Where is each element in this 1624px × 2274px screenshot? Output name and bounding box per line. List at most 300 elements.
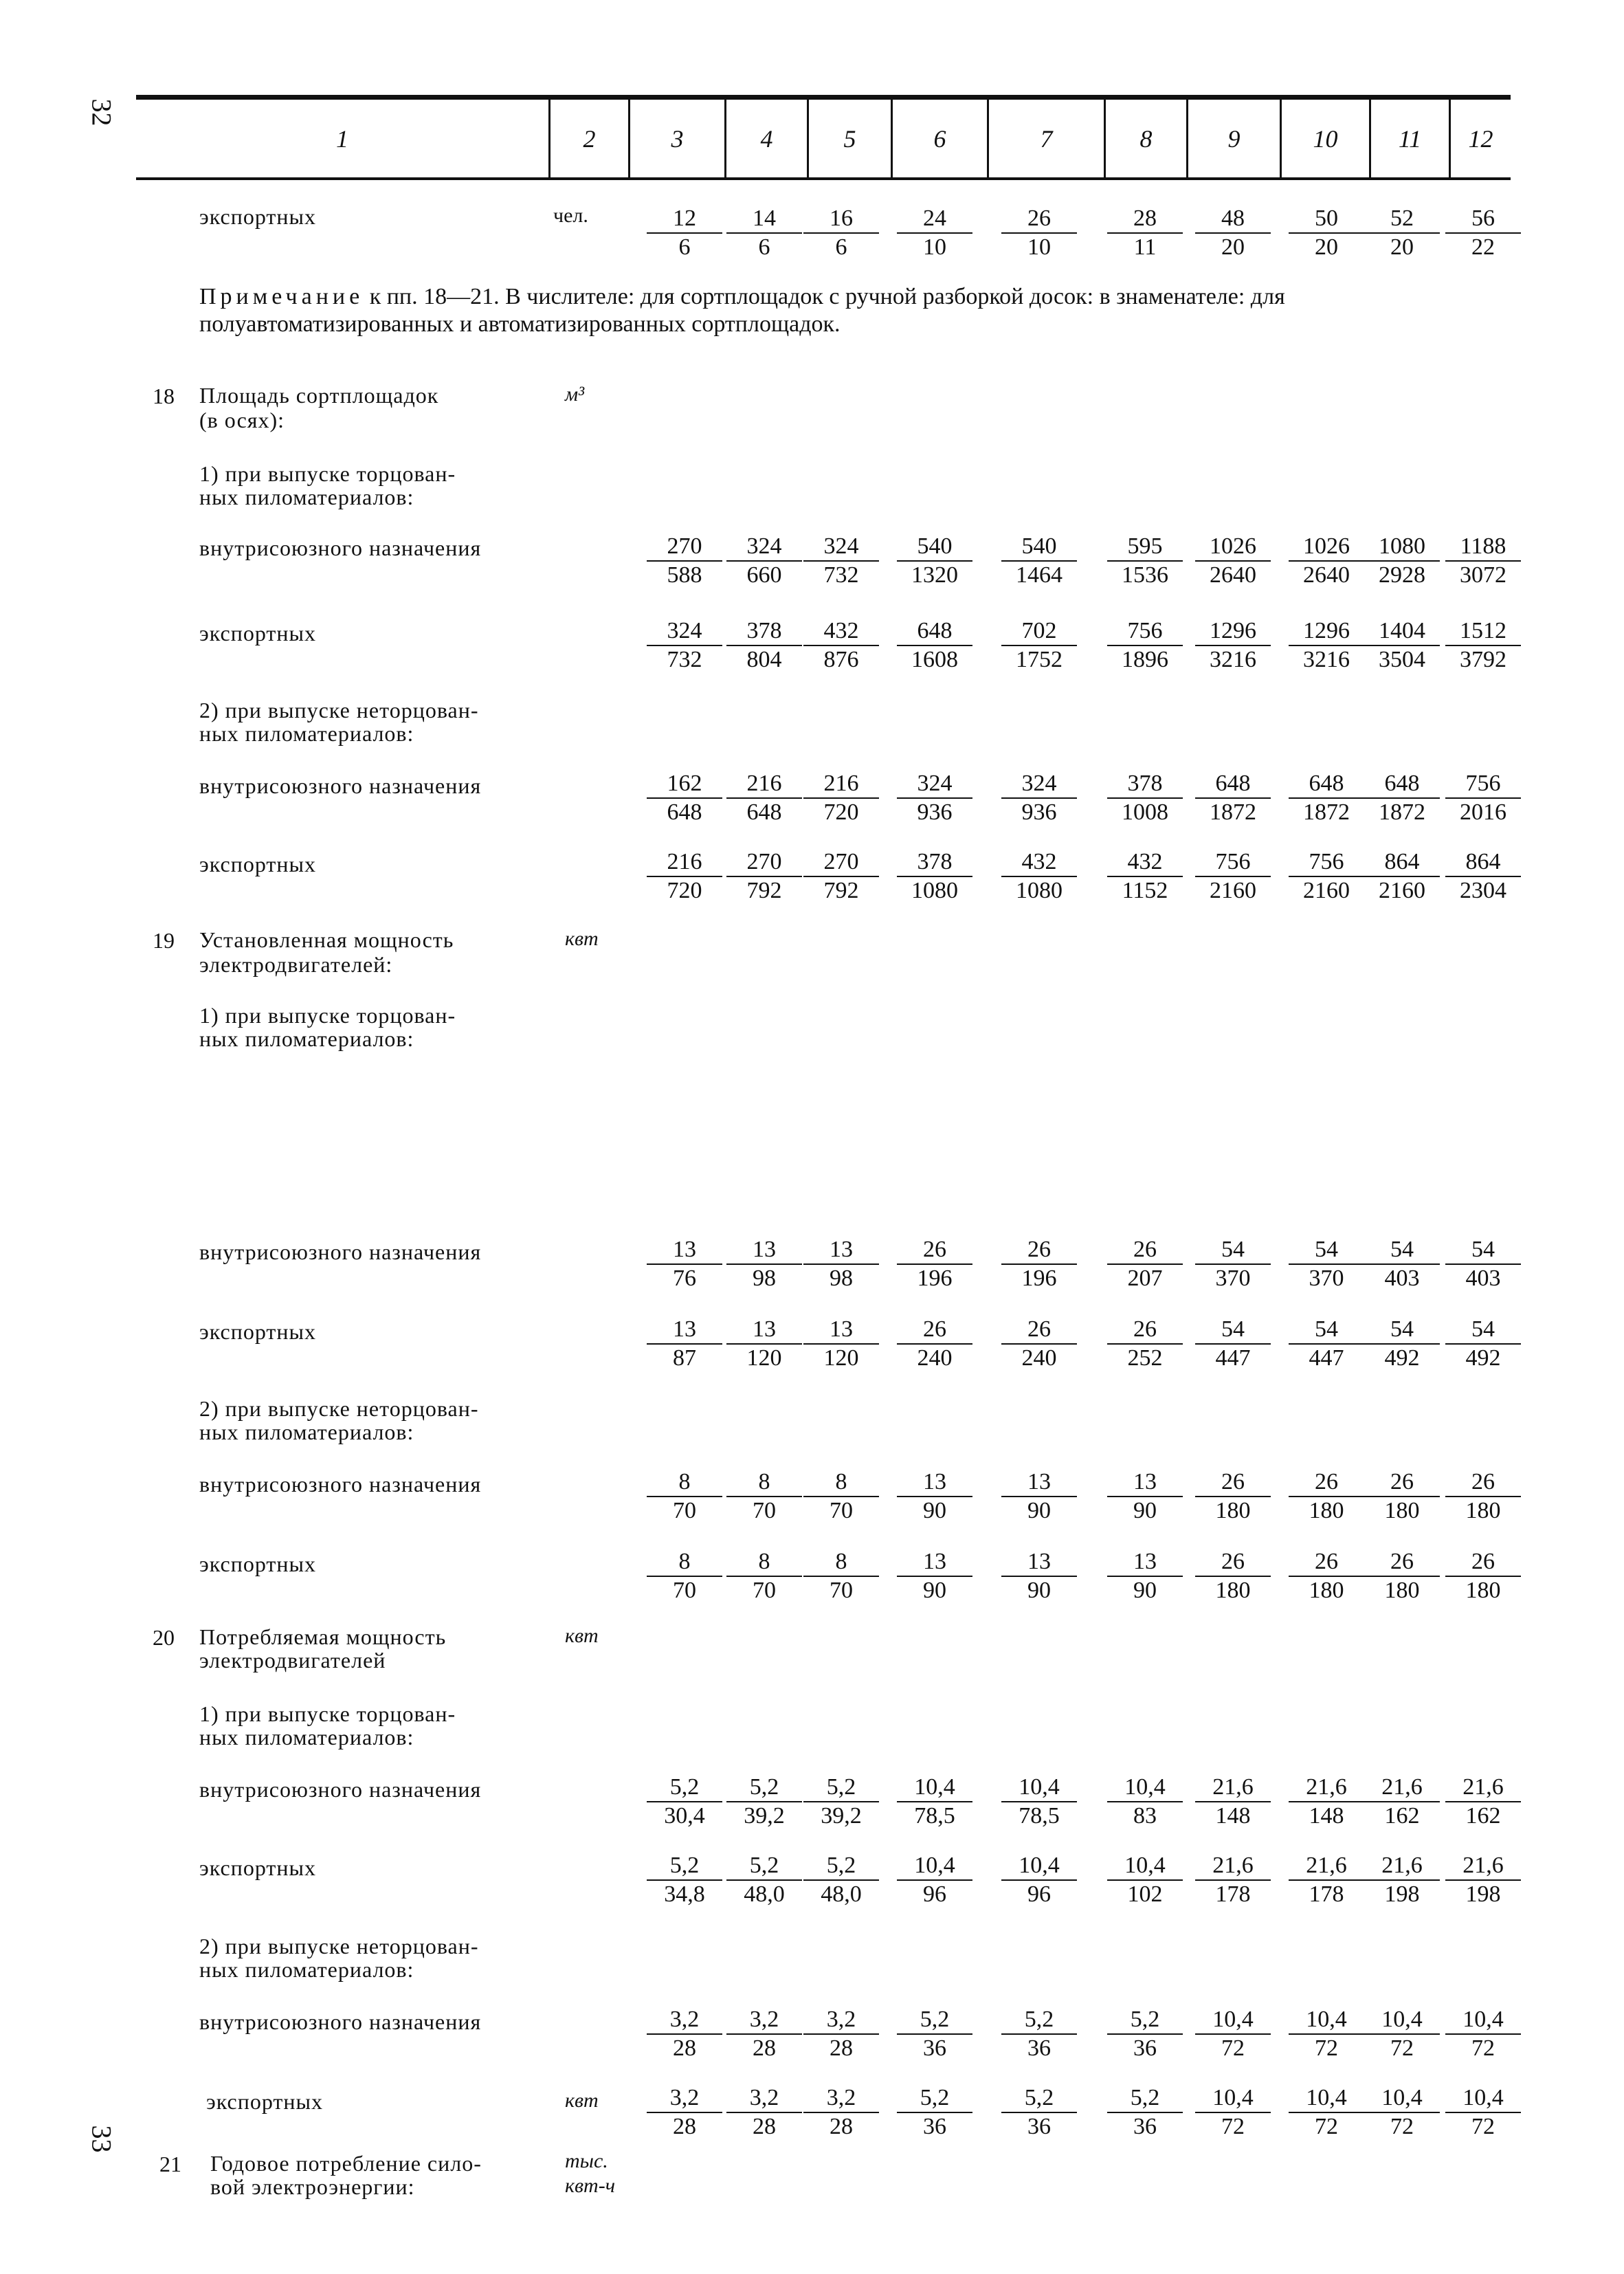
fraction-cell — [726, 770, 802, 826]
col-header-5: 5 — [807, 100, 891, 177]
denominator: 28 — [753, 2035, 776, 2061]
col-header-3: 3 — [628, 100, 724, 177]
denominator: 207 — [1127, 1266, 1163, 1291]
fraction-cell — [1445, 1236, 1521, 1292]
denominator: 447 — [1215, 1345, 1251, 1371]
sub-tor-19-b: ных пиломатериалов: — [199, 1026, 414, 1051]
denominator: 370 — [1309, 1266, 1344, 1291]
numerator: 1296 — [1195, 617, 1271, 646]
numerator: 21,6 — [1445, 1852, 1521, 1881]
denominator: 720 — [823, 799, 859, 825]
denominator: 30,4 — [664, 1803, 705, 1829]
sub-netor-19-b: ных пиломатериалов: — [199, 1420, 414, 1444]
row-label-exportnyh-0: экспортных — [199, 204, 316, 229]
numerator: 270 — [803, 848, 879, 877]
numerator: 13 — [1107, 1548, 1183, 1577]
numerator: 21,6 — [1364, 1774, 1440, 1802]
numerator: 8 — [803, 1468, 879, 1497]
numerator: 26 — [1364, 1548, 1440, 1577]
denominator: 3072 — [1460, 562, 1506, 588]
numerator: 5,2 — [803, 1852, 879, 1881]
row-label-export-20b: экспортных — [199, 1855, 316, 1880]
numerator: 21,6 — [1289, 1852, 1364, 1881]
fraction-cell — [897, 205, 972, 261]
col-header-9: 9 — [1186, 100, 1280, 177]
numerator: 56 — [1445, 205, 1521, 234]
denominator: 22 — [1471, 234, 1495, 260]
fraction-cell — [897, 1852, 972, 1908]
table-header — [136, 95, 1511, 180]
denominator: 90 — [1133, 1498, 1157, 1523]
numerator: 5,2 — [897, 2084, 972, 2113]
numerator: 21,6 — [1445, 1774, 1521, 1802]
fraction-cell — [1364, 1548, 1440, 1604]
fraction-cell — [803, 2006, 879, 2062]
numerator: 432 — [803, 617, 879, 646]
numerator: 648 — [897, 617, 972, 646]
section-title-21b: вой электроэнергии: — [210, 2174, 415, 2199]
denominator: 78,5 — [914, 1803, 955, 1829]
numerator: 324 — [1001, 770, 1077, 799]
fraction-cell — [1445, 1548, 1521, 1604]
numerator: 16 — [803, 205, 879, 234]
unit-kvt-20d: квт — [565, 2089, 599, 2112]
denominator: 28 — [753, 2114, 776, 2139]
fraction-cell — [1001, 205, 1077, 261]
denominator: 36 — [1133, 2114, 1157, 2139]
numerator: 26 — [1107, 1236, 1183, 1265]
denominator: 2016 — [1460, 799, 1506, 825]
fraction-cell — [1195, 770, 1271, 826]
denominator: 370 — [1215, 1266, 1251, 1291]
numerator: 10,4 — [1001, 1852, 1077, 1881]
unit-tys: тыс. — [565, 2150, 608, 2172]
denominator: 2160 — [1303, 878, 1350, 903]
denominator: 240 — [1021, 1345, 1057, 1371]
fraction-cell — [1289, 848, 1364, 905]
fraction-cell — [1364, 617, 1440, 674]
denominator: 120 — [823, 1345, 859, 1371]
row-label-vnutr-20c: внутрисоюзного назначения — [199, 2009, 482, 2034]
fraction-cell — [897, 533, 972, 589]
numerator: 756 — [1107, 617, 1183, 646]
unit-kvtch: квт-ч — [565, 2174, 616, 2197]
denominator: 732 — [823, 562, 859, 588]
fraction-cell — [726, 205, 802, 261]
fraction-cell — [1445, 1316, 1521, 1372]
denominator: 36 — [1027, 2035, 1051, 2061]
fraction-cell — [1445, 1774, 1521, 1830]
numerator: 324 — [726, 533, 802, 562]
fraction-cell — [897, 1774, 972, 1830]
numerator: 5,2 — [647, 1852, 722, 1881]
denominator: 96 — [923, 1881, 946, 1907]
denominator: 648 — [746, 799, 782, 825]
fraction-cell — [647, 617, 722, 674]
fraction-cell — [1445, 1468, 1521, 1525]
denominator: 1080 — [911, 878, 958, 903]
fraction-cell — [647, 770, 722, 826]
fraction-cell — [1364, 1774, 1440, 1830]
denominator: 720 — [667, 878, 702, 903]
denominator: 1752 — [1016, 647, 1063, 672]
fraction-cell — [1364, 1468, 1440, 1525]
fraction-cell — [897, 1236, 972, 1292]
fraction-cell — [1289, 1316, 1364, 1372]
section-title-18a: Площадь сортплощадок — [199, 383, 439, 408]
numerator: 13 — [803, 1316, 879, 1345]
fraction-cell — [1107, 1548, 1183, 1604]
numerator: 5,2 — [1001, 2084, 1077, 2113]
fraction-cell — [1195, 1774, 1271, 1830]
numerator: 10,4 — [1364, 2006, 1440, 2035]
numerator: 216 — [647, 848, 722, 877]
numerator: 5,2 — [803, 1774, 879, 1802]
denominator: 180 — [1309, 1578, 1344, 1603]
denominator: 648 — [667, 799, 702, 825]
denominator: 732 — [667, 647, 702, 672]
numerator: 54 — [1364, 1236, 1440, 1265]
numerator: 13 — [897, 1548, 972, 1577]
denominator: 936 — [1021, 799, 1057, 825]
table-note — [199, 283, 1505, 338]
section-number-21: 21 — [159, 2152, 181, 2176]
numerator: 54 — [1364, 1316, 1440, 1345]
sub-netor-18-b: ных пиломатериалов: — [199, 721, 414, 746]
fraction-cell — [1107, 2084, 1183, 2141]
numerator: 10,4 — [1195, 2006, 1271, 2035]
sub-netor-20-a: 2) при выпуске неторцован- — [199, 1934, 479, 1958]
denominator: 252 — [1127, 1345, 1163, 1371]
fraction-cell — [1195, 617, 1271, 674]
sub-tor-18-a: 1) при выпуске торцован- — [199, 461, 456, 486]
fraction-cell — [1195, 205, 1271, 261]
numerator: 1188 — [1445, 533, 1521, 562]
denominator: 76 — [673, 1266, 696, 1291]
fraction-cell — [1364, 1852, 1440, 1908]
denominator: 98 — [830, 1266, 853, 1291]
numerator: 1296 — [1289, 617, 1364, 646]
denominator: 180 — [1309, 1498, 1344, 1523]
fraction-cell — [726, 1774, 802, 1830]
numerator: 10,4 — [1107, 1774, 1183, 1802]
fraction-cell — [1195, 848, 1271, 905]
denominator: 1008 — [1122, 799, 1168, 825]
denominator: 90 — [1027, 1578, 1051, 1603]
fraction-cell — [803, 1316, 879, 1372]
denominator: 72 — [1390, 2035, 1414, 2061]
numerator: 12 — [647, 205, 722, 234]
numerator: 54 — [1289, 1316, 1364, 1345]
numerator: 48 — [1195, 205, 1271, 234]
fraction-cell — [647, 533, 722, 589]
numerator: 26 — [1445, 1548, 1521, 1577]
numerator: 10,4 — [1001, 1774, 1077, 1802]
numerator: 3,2 — [803, 2084, 879, 2113]
fraction-cell — [1107, 1774, 1183, 1830]
numerator: 864 — [1445, 848, 1521, 877]
numerator: 54 — [1289, 1236, 1364, 1265]
denominator: 180 — [1384, 1578, 1420, 1603]
numerator: 1404 — [1364, 617, 1440, 646]
row-label-vnutr-18c: внутрисоюзного назначения — [199, 773, 482, 798]
denominator: 196 — [917, 1266, 953, 1291]
fraction-cell — [647, 1548, 722, 1604]
denominator: 180 — [1384, 1498, 1420, 1523]
numerator: 756 — [1289, 848, 1364, 877]
numerator: 21,6 — [1364, 1852, 1440, 1881]
denominator: 2928 — [1379, 562, 1425, 588]
numerator: 756 — [1445, 770, 1521, 799]
fraction-cell — [647, 848, 722, 905]
fraction-cell — [726, 533, 802, 589]
numerator: 324 — [897, 770, 972, 799]
denominator: 87 — [673, 1345, 696, 1371]
numerator: 26 — [1445, 1468, 1521, 1497]
fraction-cell — [1364, 205, 1440, 261]
denominator: 178 — [1309, 1881, 1344, 1907]
fraction-cell — [1364, 770, 1440, 826]
fraction-cell — [897, 1316, 972, 1372]
numerator: 26 — [1001, 1316, 1077, 1345]
denominator: 2160 — [1210, 878, 1256, 903]
denominator: 70 — [673, 1498, 696, 1523]
numerator: 3,2 — [803, 2006, 879, 2035]
denominator: 48,0 — [744, 1881, 785, 1907]
fraction-cell — [1001, 533, 1077, 589]
col-header-8: 8 — [1104, 100, 1186, 177]
fraction-cell — [1289, 617, 1364, 674]
numerator: 1512 — [1445, 617, 1521, 646]
numerator: 648 — [1364, 770, 1440, 799]
denominator: 588 — [667, 562, 702, 588]
denominator: 28 — [673, 2035, 696, 2061]
numerator: 5,2 — [647, 1774, 722, 1802]
fraction-cell — [726, 2084, 802, 2141]
numerator: 1080 — [1364, 533, 1440, 562]
numerator: 52 — [1364, 205, 1440, 234]
numerator: 5,2 — [726, 1852, 802, 1881]
fraction-cell — [1364, 2084, 1440, 2141]
numerator: 10,4 — [897, 1852, 972, 1881]
fraction-cell — [726, 1548, 802, 1604]
denominator: 1872 — [1303, 799, 1350, 825]
section-title-20a: Потребляемая мощность — [199, 1624, 447, 1649]
fraction-cell — [803, 770, 879, 826]
denominator: 403 — [1465, 1266, 1501, 1291]
numerator: 216 — [726, 770, 802, 799]
denominator: 72 — [1315, 2035, 1338, 2061]
fraction-cell — [1107, 1236, 1183, 1292]
fraction-cell — [1001, 1852, 1077, 1908]
numerator: 28 — [1107, 205, 1183, 234]
numerator: 864 — [1364, 848, 1440, 877]
unit-kvt-19: квт — [565, 927, 599, 950]
fraction-cell — [1289, 1236, 1364, 1292]
numerator: 432 — [1107, 848, 1183, 877]
denominator: 792 — [746, 878, 782, 903]
sub-netor-20-b: ных пиломатериалов: — [199, 1957, 414, 1982]
row-label-export-18b: экспортных — [199, 621, 316, 645]
denominator: 2640 — [1210, 562, 1256, 588]
fraction-cell — [1195, 1468, 1271, 1525]
denominator: 6 — [678, 234, 691, 260]
denominator: 20 — [1221, 234, 1245, 260]
numerator: 756 — [1195, 848, 1271, 877]
fraction-cell — [1445, 533, 1521, 589]
col-header-4: 4 — [724, 100, 807, 177]
denominator: 804 — [746, 647, 782, 672]
section-title-21a: Годовое потребление сило- — [210, 2151, 482, 2176]
denominator: 48,0 — [821, 1881, 862, 1907]
numerator: 54 — [1445, 1316, 1521, 1345]
fraction-cell — [647, 2084, 722, 2141]
fraction-cell — [1001, 1774, 1077, 1830]
fraction-cell — [1289, 1468, 1364, 1525]
fraction-cell — [647, 1774, 722, 1830]
fraction-cell — [1001, 1468, 1077, 1525]
fraction-cell — [1107, 617, 1183, 674]
numerator: 3,2 — [726, 2006, 802, 2035]
denominator: 148 — [1215, 1803, 1251, 1829]
section-title-18b: (в осях): — [199, 408, 285, 432]
fraction-cell — [1364, 848, 1440, 905]
numerator: 13 — [897, 1468, 972, 1497]
row-label-vnutr-19c: внутрисоюзного назначения — [199, 1472, 482, 1497]
denominator: 70 — [753, 1578, 776, 1603]
numerator: 270 — [647, 533, 722, 562]
section-title-19b: электродвигателей: — [199, 952, 393, 977]
header-top-rule — [136, 95, 1511, 100]
fraction-cell — [1195, 2084, 1271, 2141]
numerator: 540 — [1001, 533, 1077, 562]
numerator: 324 — [647, 617, 722, 646]
numerator: 378 — [897, 848, 972, 877]
numerator: 8 — [647, 1468, 722, 1497]
numerator: 13 — [726, 1236, 802, 1265]
fraction-cell — [1364, 2006, 1440, 2062]
numerator: 21,6 — [1289, 1774, 1364, 1802]
fraction-cell — [897, 617, 972, 674]
page-number-bottom: 33 — [86, 2125, 118, 2153]
section-number-18: 18 — [153, 384, 175, 408]
numerator: 54 — [1195, 1316, 1271, 1345]
fraction-cell — [1107, 1852, 1183, 1908]
denominator: 36 — [923, 2114, 946, 2139]
denominator: 83 — [1133, 1803, 1157, 1829]
fraction-cell — [897, 1548, 972, 1604]
numerator: 26 — [1107, 1316, 1183, 1345]
fraction-cell — [803, 1468, 879, 1525]
numerator: 54 — [1195, 1236, 1271, 1265]
denominator: 20 — [1315, 234, 1338, 260]
fraction-cell — [726, 617, 802, 674]
col-header-6: 6 — [891, 100, 987, 177]
denominator: 1608 — [911, 647, 958, 672]
numerator: 324 — [803, 533, 879, 562]
numerator: 26 — [1195, 1468, 1271, 1497]
denominator: 90 — [923, 1578, 946, 1603]
denominator: 72 — [1471, 2035, 1495, 2061]
fraction-cell — [1001, 1548, 1077, 1604]
numerator: 5,2 — [1001, 2006, 1077, 2035]
denominator: 1080 — [1016, 878, 1063, 903]
numerator: 5,2 — [726, 1774, 802, 1802]
numerator: 10,4 — [1445, 2084, 1521, 2113]
denominator: 11 — [1133, 234, 1157, 260]
fraction-cell — [1195, 533, 1271, 589]
fraction-cell — [1445, 205, 1521, 261]
numerator: 378 — [726, 617, 802, 646]
fraction-cell — [897, 2006, 972, 2062]
col-header-10: 10 — [1280, 100, 1369, 177]
note-text: к пп. 18—21. В числителе: для сортплощадок с ручной разборкой досок: в знаменателе: для полуавтоматизированных и автоматизированных сортплощадок. — [199, 284, 1285, 337]
numerator: 26 — [897, 1236, 972, 1265]
fraction-cell — [1289, 1548, 1364, 1604]
fraction-cell — [1107, 848, 1183, 905]
fraction-cell — [1289, 1852, 1364, 1908]
fraction-cell — [803, 1852, 879, 1908]
denominator: 1320 — [911, 562, 958, 588]
denominator: 36 — [1133, 2035, 1157, 2061]
denominator: 39,2 — [821, 1803, 862, 1829]
header-bottom-rule — [136, 177, 1511, 180]
fraction-cell — [1289, 2006, 1364, 2062]
fraction-cell — [897, 848, 972, 905]
numerator: 648 — [1289, 770, 1364, 799]
numerator: 13 — [1107, 1468, 1183, 1497]
fraction-cell — [1195, 1236, 1271, 1292]
denominator: 3216 — [1210, 647, 1256, 672]
fraction-cell — [1001, 1316, 1077, 1372]
section-number-20: 20 — [153, 1625, 175, 1650]
sub-tor-18-b: ных пиломатериалов: — [199, 485, 414, 509]
numerator: 5,2 — [897, 2006, 972, 2035]
denominator: 180 — [1465, 1578, 1501, 1603]
numerator: 26 — [1001, 1236, 1077, 1265]
numerator: 10,4 — [1289, 2084, 1364, 2113]
numerator: 24 — [897, 205, 972, 234]
denominator: 72 — [1221, 2114, 1245, 2139]
denominator: 90 — [923, 1498, 946, 1523]
page-number-top: 32 — [86, 98, 118, 126]
fraction-cell — [1364, 1316, 1440, 1372]
numerator: 432 — [1001, 848, 1077, 877]
fraction-cell — [726, 1236, 802, 1292]
fraction-cell — [726, 1852, 802, 1908]
fraction-cell — [647, 1316, 722, 1372]
row-label-export-19d: экспортных — [199, 1552, 316, 1576]
denominator: 28 — [830, 2114, 853, 2139]
denominator: 6 — [835, 234, 847, 260]
numerator: 8 — [803, 1548, 879, 1577]
numerator: 8 — [647, 1548, 722, 1577]
fraction-cell — [1445, 2006, 1521, 2062]
denominator: 20 — [1390, 234, 1414, 260]
denominator: 180 — [1465, 1498, 1501, 1523]
fraction-cell — [1001, 2084, 1077, 2141]
fraction-cell — [897, 1468, 972, 1525]
fraction-cell — [1364, 533, 1440, 589]
denominator: 36 — [923, 2035, 946, 2061]
denominator: 6 — [758, 234, 770, 260]
sub-tor-19-a: 1) при выпуске торцован- — [199, 1003, 456, 1028]
fraction-cell — [803, 1548, 879, 1604]
numerator: 13 — [1001, 1548, 1077, 1577]
denominator: 660 — [746, 562, 782, 588]
sub-netor-19-a: 2) при выпуске неторцован- — [199, 1396, 479, 1421]
numerator: 5,2 — [1107, 2084, 1183, 2113]
